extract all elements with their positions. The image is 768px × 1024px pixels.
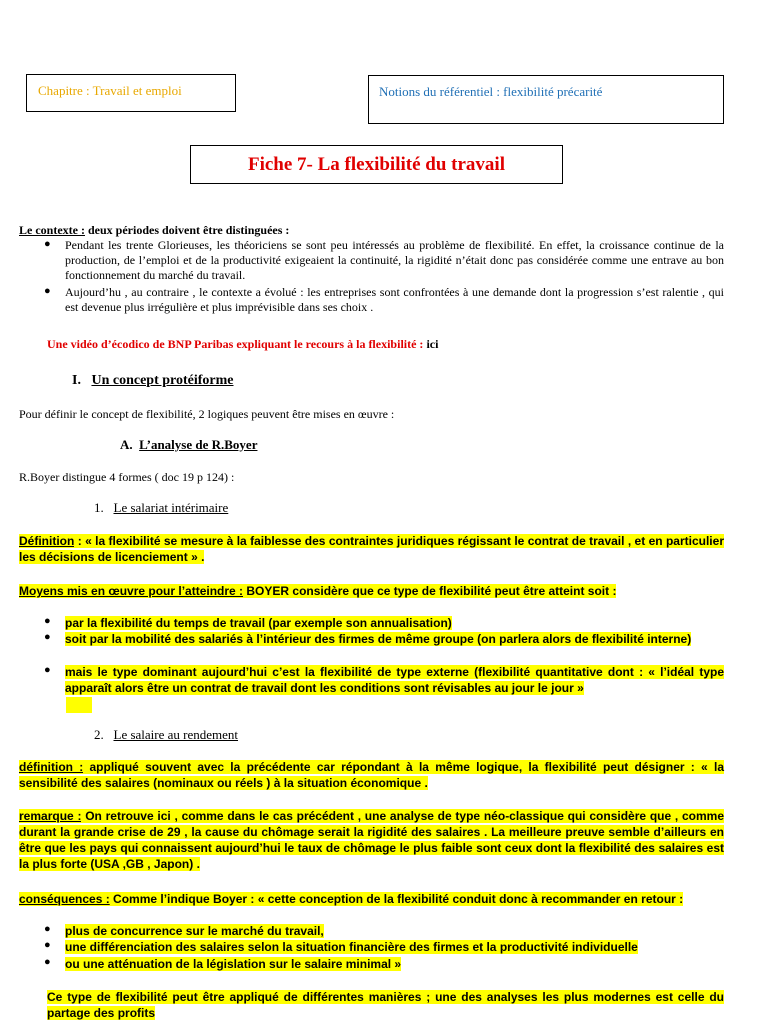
means-label: Moyens mis en œuvre pour l’atteindre : [19, 584, 244, 598]
bullet-icon: ● [44, 285, 51, 297]
highlight-block [66, 697, 92, 713]
definition-text: appliqué souvent avec la précédente car répondant à la même logique, la flexibilité peut désigner : « la sensibilité des salaires (nominaux ou réels ) à la situation économique . [19, 760, 724, 790]
sub-2-remark [19, 808, 724, 872]
sub-2-bullet [44, 939, 724, 955]
sub-1-bullet-text: par la flexibilité du temps de travail (par exemple son annualisation) [65, 616, 452, 630]
sub-1-bullet [44, 664, 724, 696]
sub-1-definition [19, 533, 724, 565]
sub-2-definition [19, 759, 724, 791]
closing-text: Ce type de flexibilité peut être appliqué de différentes manières ; une des analyses les plus modernes est celle du partage des profits [47, 990, 724, 1020]
section-a-title: L’analyse de R.Boyer [139, 437, 258, 452]
sub-2-bullet-text: plus de concurrence sur le marché du travail, [65, 924, 324, 938]
context-intro: deux périodes doivent être distinguées : [84, 223, 290, 237]
sub-2-consequences [19, 891, 724, 907]
video-line [47, 335, 438, 353]
chapter-label: Chapitre : Travail et emploi [38, 83, 182, 98]
notions-box [368, 75, 724, 124]
sub-1-bullet [44, 615, 724, 631]
consequences-label: conséquences : [19, 892, 110, 906]
sub-2-bullet-text: une différenciation des salaires selon la situation financière des firmes et la productivité individuelle [65, 940, 638, 954]
definition-label: définition : [19, 760, 84, 774]
bullet-icon: ● [44, 238, 51, 250]
section-a-number: A. [120, 437, 133, 452]
sub-1-heading [94, 500, 228, 516]
sub-1-title: Le salariat intérimaire [113, 500, 229, 515]
context-bullet-text: Pendant les trente Glorieuses, les théoriciens se sont peu intéressés au problème de flexibilité. En effet, la croissance continue de la production, de l’emploi et de la productivité exigeaient la continuité, la rigidité n’était donc pas considérée comme une entrave au bon fonctionnement du marché du travail. [65, 238, 724, 282]
notions-label: Notions du référentiel : flexibilité précarité [379, 84, 603, 99]
section-1-intro: Pour définir le concept de flexibilité, 2 logiques peuvent être mises en œuvre : [19, 407, 395, 421]
section-a-intro: R.Boyer distingue 4 formes ( doc 19 p 124) : [19, 470, 235, 484]
consequences-text: Comme l’indique Boyer : « cette conception de la flexibilité conduit donc à recommander en retour : [109, 892, 684, 906]
sub-1-bullet-text: mais le type dominant aujourd’hui c’est la flexibilité de type externe (flexibilité quantitative dont : « l’idéal type apparaît alors être un contrat de travail dont les conditions sont révisables au jour le jour » [65, 665, 724, 695]
bullet-icon: ● [44, 956, 51, 968]
context-bullet [44, 285, 724, 315]
sub-2-bullet [44, 956, 724, 972]
sub-2-number: 2. [94, 727, 104, 742]
context-label: Le contexte : [19, 223, 85, 237]
video-link[interactable]: ici [423, 337, 439, 351]
sub-2-bullet [44, 923, 724, 939]
bullet-icon: ● [44, 631, 51, 643]
sub-1-bullet-text: soit par la mobilité des salariés à l’intérieur des firmes de même groupe (on parlera alors de flexibilité interne) [65, 632, 692, 646]
page-title: Fiche 7- La flexibilité du travail [247, 154, 505, 175]
chapter-box [26, 74, 236, 112]
remark-label: remarque : [19, 809, 82, 823]
bullet-icon: ● [44, 939, 51, 951]
definition-label: Définition [19, 534, 75, 548]
section-a-heading [120, 437, 257, 453]
sub-2-closing [47, 989, 724, 1021]
sub-1-number: 1. [94, 500, 104, 515]
section-1-heading [72, 373, 234, 389]
video-text: Une vidéo d’écodico de BNP Paribas expliquant le recours à la flexibilité : [47, 337, 424, 351]
sub-2-bullet-text: ou une atténuation de la législation sur le salaire minimal » [65, 957, 402, 971]
sub-2-title: Le salaire au rendement [113, 727, 239, 742]
context-bullet-text: Aujourd’hu , au contraire , le contexte a évolué : les entreprises sont confrontées à une demande dont la progression s’est ralentie , qui est devenue plus irrégulière et plus imprévisible dans ses choix . [65, 285, 724, 314]
section-1-number: I. [72, 373, 81, 388]
section-1-title: Un concept protéiforme [91, 373, 234, 388]
definition-text: : « la flexibilité se mesure à la faiblesse des contraintes juridiques régissant le contrat de travail , et en particulier les décisions de licenciement » . [19, 534, 724, 564]
title-box [190, 145, 563, 184]
means-text: BOYER considère que ce type de flexibilité peut être atteint soit : [243, 584, 617, 598]
bullet-icon: ● [44, 664, 51, 676]
context-heading [19, 223, 289, 238]
sub-2-heading [94, 727, 238, 743]
bullet-icon: ● [44, 615, 51, 627]
remark-text: On retrouve ici , comme dans le cas précédent , une analyse de type néo-classique qui considère que , comme durant la grande crise de 29 , la cause du chômage serait la rigidité des salaires . La meilleure preuve semble d’ailleurs en être que les pays qui connaissent aujourd’hui le taux de chômage le plus faible sont ceux dont la flexibilité des salaires est la plus forte (USA ,GB , Japon) . [19, 809, 725, 871]
bullet-icon: ● [44, 923, 51, 935]
sub-1-means [19, 583, 724, 599]
sub-1-bullet [44, 631, 724, 647]
context-bullet [44, 238, 724, 283]
